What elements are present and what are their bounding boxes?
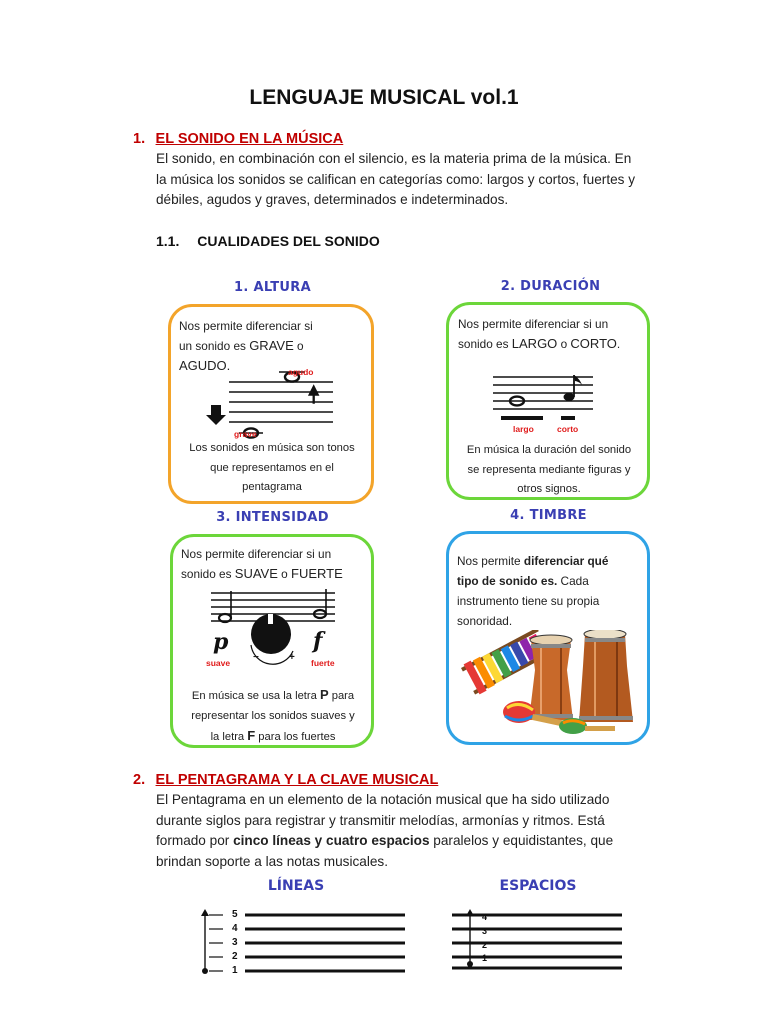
line-number: 1 [232,965,238,976]
card-line: AGUDO. [179,358,231,373]
card-title-altura: 1. ALTURA [234,280,311,295]
card-line: En música se usa la letra P para [191,687,355,702]
conga-drum-icon [579,630,633,722]
space-number: 4 [482,912,488,922]
conga-drum-icon [529,635,573,720]
space-number: 2 [482,940,488,950]
section-2-heading [133,771,438,789]
dynamic-f: f [313,628,323,654]
short-bar [561,416,575,420]
section-number: 1. [133,131,146,147]
card-duracion [446,302,650,500]
paragraph-line: brindan soporte a las notas musicales. [156,853,388,869]
staff-duration-illustration [487,367,607,423]
card-line: otros signos. [517,483,581,495]
card-line: Nos permite diferenciar qué [457,554,609,568]
staff-pitch-illustration [201,367,351,442]
staff-lines-diagram [195,906,415,978]
space-number: 1 [482,953,488,963]
subsection-title: CUALIDADES DEL SONIDO [197,233,380,249]
card-line: En música la duración del sonido [466,444,632,456]
label-grave: grave [234,429,257,439]
minus-sign: − [253,652,259,663]
label-largo: largo [513,424,534,434]
paragraph-line: El sonido, en combinación con el silencio, es la materia prima de la música. En [156,151,632,166]
section-number: 2. [133,772,146,788]
staff-spaces-diagram [450,906,630,974]
long-bar [501,416,543,420]
section-2-paragraph [156,790,676,872]
card-title-intensidad: 3. INTENSIDAD [216,510,329,525]
dynamics-illustration [203,587,353,667]
card-line: Nos permite diferenciar si un [181,547,332,561]
card-title-duracion: 2. DURACIÓN [500,279,601,294]
label-fuerte: fuerte [311,658,335,668]
spaces-title: ESPACIOS [499,878,577,894]
space-number: 3 [482,926,488,936]
paragraph-line: formado por cinco líneas y cuatro espacios paralelos y equidistantes, que [156,833,614,848]
section-1-paragraph [156,149,676,211]
line-number: 2 [232,951,238,962]
card-line: se representa mediante figuras y [467,463,631,476]
card-line: sonoridad. [457,614,513,628]
lines-title: LÍNEAS [267,878,325,894]
card-title-timbre: 4. TIMBRE [510,508,587,523]
plus-sign: + [289,652,295,663]
card-line: instrumento tiene su propia [457,594,600,608]
card-line: Nos permite diferenciar si [179,319,313,333]
card-line: sonido es SUAVE o FUERTE [181,566,343,581]
line-number: 5 [232,909,238,920]
line-number: 3 [232,937,238,948]
section-1-heading [133,130,343,148]
paragraph-line: El Pentagrama en un elemento de la notación musical que ha sido utilizado [156,792,610,807]
subsection-number: 1.1. [156,233,180,249]
label-agudo: agudo [288,367,314,377]
section-title: EL PENTAGRAMA Y LA CLAVE MUSICAL [155,772,439,788]
paragraph-line: la música los sonidos se califican en categorías como: largos y cortos, fuertes y [156,171,636,187]
eighth-note-head [564,393,575,401]
card-line: tipo de sonido es. Cada [457,574,589,588]
paragraph-line: débiles, agudos y graves, determinados e indeterminados. [156,192,509,207]
dynamic-p: p [213,629,229,655]
arrow-down-icon [206,405,226,425]
card-line: Los sonidos en música son tonos [189,442,355,454]
arrow-up-icon [201,909,209,916]
arrow-up-icon [308,384,320,404]
card-line: la letra F para los fuertes [210,728,336,743]
card-line: Nos permite diferenciar si un [458,317,609,331]
card-line: un sonido es GRAVE o [179,338,304,353]
instruments-illustration [455,630,645,740]
label-suave: suave [206,658,231,668]
subsection-heading [156,233,380,249]
card-line: sonido es LARGO o CORTO. [458,336,621,351]
arrow-up-icon [466,909,474,916]
section-title: EL SONIDO EN LA MÚSICA [155,131,344,147]
label-corto: corto [557,424,579,434]
card-intensidad [170,534,374,748]
card-line: pentagrama [242,481,302,493]
paragraph-line: durante siglos para registrar y transmitir melodías, armonías y ritmos. Está [156,812,605,828]
page-title: LENGUAJE MUSICAL vol.1 [249,86,519,109]
card-timbre [446,531,650,745]
line-number: 4 [232,923,238,934]
card-line: representar los sonidos suaves y [191,709,355,722]
card-line: que representamos en el [210,461,334,474]
card-altura [168,304,374,504]
